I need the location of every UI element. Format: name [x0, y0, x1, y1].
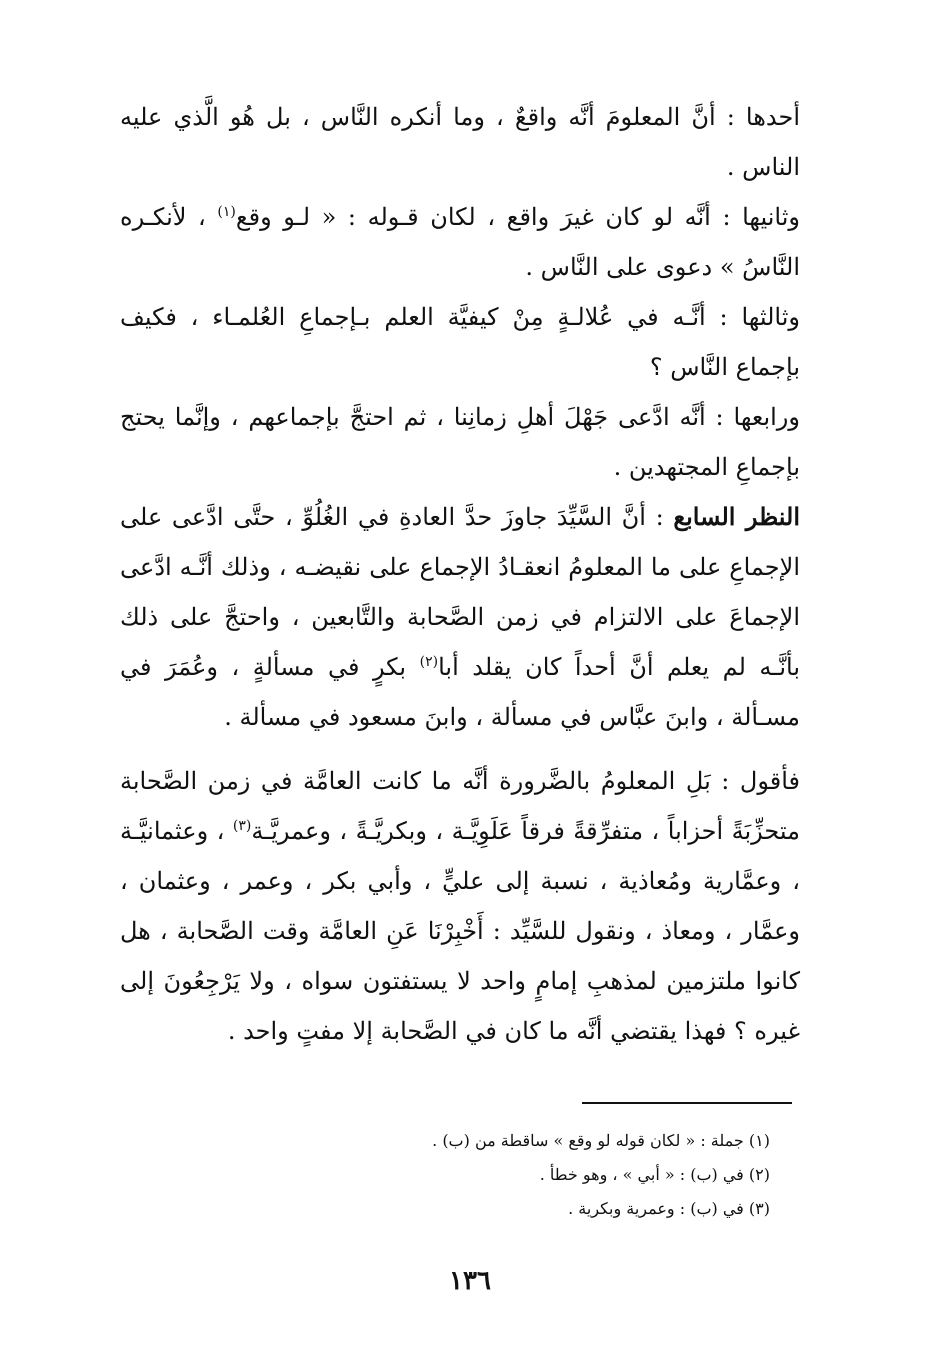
section-heading: النظر السابع [673, 502, 800, 531]
paragraph-1: أحدها : أنَّ المعلومَ أنَّه واقعٌ ، وما أنكره النَّاس ، بل هُو الَّذي عليه الناس . [120, 103, 800, 181]
main-text [120, 92, 800, 1056]
footnote-ref-1: (١) [217, 204, 236, 220]
footnote-2: (٢) في (ب) : « أبي » ، وهو خطأ . [539, 1165, 770, 1184]
paragraph-4: ورابعها : أنَّه ادَّعى جَهْلَ أهلِ زمانِنا ، ثم احتجَّ بإجماعهم ، وإنَّما يحتج بإجماعِ المجتهدين . [120, 403, 800, 481]
paragraph-6 [120, 756, 800, 1056]
paragraph-5-part-1: : أنَّ السَّيِّدَ جاوزَ حدَّ العادةِ في الغُلُوِّ ، حتَّى ادَّعى على الإجماعِ على ما المعلومُ انعقـادُ الإجماع على نقيضـه ، وذلك أنَّـه ادَّعى الإجماعَ على الالتزام في زمن الصَّحابة والتَّابعين ، واحتجَّ على ذلك بأنَّـه لم يعلم أنَّ أحداً كان يقلد أبا [120, 503, 800, 681]
footnote-divider [582, 1102, 792, 1104]
footnotes [210, 1124, 770, 1226]
page-number: ١٣٦ [449, 1266, 491, 1296]
footnote-ref-3: (٣) [232, 818, 252, 834]
paragraph-6-part-1: فأقول : بَلِ المعلومُ بالضَّرورة أنَّه ما كانت العامَّة في زمن الصَّحابة متحزِّبَةً أحزاباً ، متفرِّقةً فرقاً عَلَوِيَّـة ، وبكريَّـةً ، وعمريَّـة [120, 767, 800, 845]
paragraph-6-part-2: ، وعثمانيَّـة ، وعمَّارية ومُعاذية ، نسبة إلى عليٍّ ، وأبي بكر ، وعمر ، وعثمان ، وعمَّار ، ومعاذ ، ونقول للسَّيِّد : أَخْبِرْنَا عَنِ العامَّة وقت الصَّحابة ، هل كانوا ملتزمين لمذهبِ إمامٍ واحد لا يستفتون سواه ، ولا يَرْجِعُونَ إلى غيره ؟ فهذا يقتضي أنَّه ما كان في الصَّحابة إلا مفتٍ واحد . [120, 817, 800, 1045]
paragraph-3: وثالثها : أنَّـه في عُلالـةٍ مِنْ كيفيَّة العلم بـإجماعِ العُلمـاء ، فكيف بإجماع النَّاس ؟ [120, 303, 800, 381]
paragraph-gap [120, 742, 800, 756]
paragraph-5 [120, 492, 800, 742]
footnote-ref-2: (٢) [419, 654, 439, 670]
paragraph-2-part-1: وثانيها : أنَّه لو كان غيرَ واقع ، لكان قـوله : « لـو وقع [235, 203, 800, 231]
footnote-3: (٣) في (ب) : وعمرية وبكرية . [568, 1199, 770, 1218]
paragraph-2 [120, 192, 800, 292]
paragraph-2-part-2: ، لأنكـره النَّاسُ » دعوى على النَّاس . [120, 203, 800, 281]
paragraph-5-part-2: بكرٍ في مسألةٍ ، وعُمَرَ في مسـألة ، وابنَ عبَّاس في مسألة ، وابنَ مسعود في مسألة . [120, 653, 800, 731]
footnote-1: (١) جملة : « لكان قوله لو وقع » ساقطة من (ب) . [432, 1131, 770, 1150]
